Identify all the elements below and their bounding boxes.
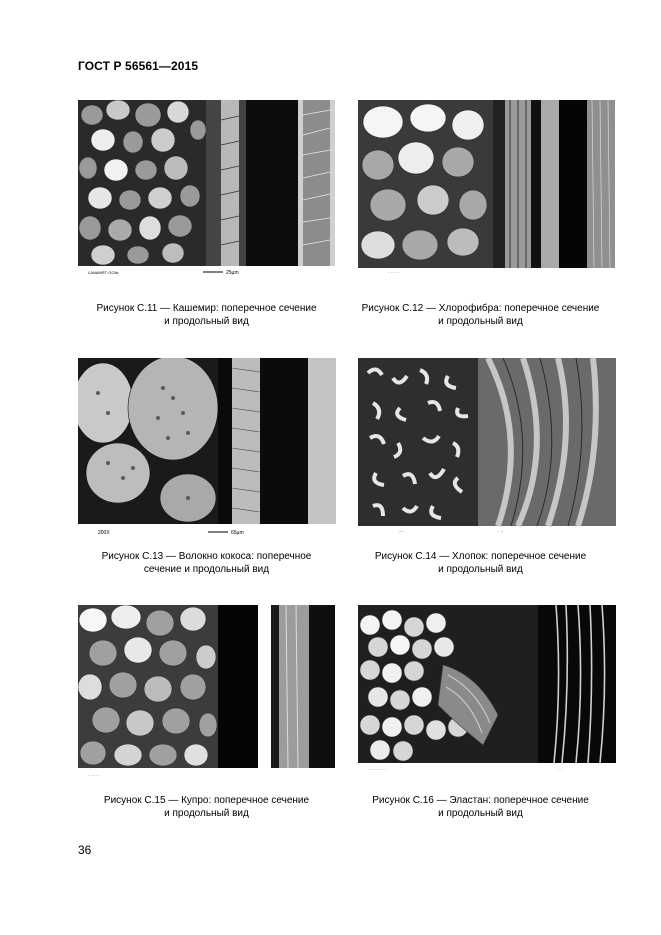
- c13-scale-label: 65µm: [231, 530, 244, 536]
- caption-line: и продольный вид: [438, 563, 523, 575]
- document-header: ГОСТ Р 56561—2015: [78, 59, 199, 73]
- caption-line: Рисунок С.14 — Хлопок: поперечное сечение: [374, 551, 587, 562]
- svg-text:· · · · · · · ·: · · · · · · · ·: [368, 767, 387, 772]
- figure-c14-micrograph: [358, 358, 616, 537]
- figure-c13-micrograph: [78, 358, 336, 538]
- figure-c11-micrograph: [78, 100, 335, 277]
- caption-line: Рисунок С.13 — Волокно кокоса: поперечное: [101, 551, 312, 562]
- page-number: 36: [78, 843, 92, 857]
- figure-c16-caption: [358, 795, 603, 820]
- caption-line: Рисунок С.11 — Кашемир: поперечное сечение: [96, 303, 317, 314]
- caption-line: и продольный вид: [438, 807, 523, 819]
- caption-line: Рисунок С.16 — Эластан: поперечное сечение: [372, 795, 589, 806]
- svg-text:· · · · ·: · · · · ·: [88, 773, 100, 778]
- figure-c13-caption: [78, 551, 335, 576]
- caption-line: Рисунок С.12 — Хлорофибра: поперечное сечение: [361, 303, 600, 314]
- c11-scale-label: 25µm: [226, 270, 239, 276]
- figure-c15-micrograph: [78, 605, 335, 780]
- c13-micro-label: 200X: [98, 530, 110, 536]
- caption-line: и продольный вид: [438, 315, 523, 327]
- svg-text:·····: ·····: [398, 529, 405, 534]
- figure-c11-caption: [78, 303, 335, 328]
- svg-text:· ·: · ·: [558, 767, 562, 772]
- caption-line: сечение и продольный вид: [143, 563, 270, 575]
- c11-micro-label: LANAMRT·GOAr: [88, 270, 119, 275]
- figure-c12-caption: [358, 303, 603, 328]
- svg-text:· · · · ·: · · · · ·: [388, 270, 400, 275]
- figure-c16-micrograph: [358, 605, 616, 775]
- figure-c14-caption: [358, 551, 603, 576]
- figure-c15-caption: [78, 795, 335, 820]
- caption-line: и продольный вид: [164, 315, 249, 327]
- caption-line: и продольный вид: [164, 807, 249, 819]
- figure-c12-micrograph: [358, 100, 615, 276]
- svg-text:· ··: · ··: [498, 529, 504, 534]
- caption-line: Рисунок С.15 — Купро: поперечное сечение: [103, 795, 310, 806]
